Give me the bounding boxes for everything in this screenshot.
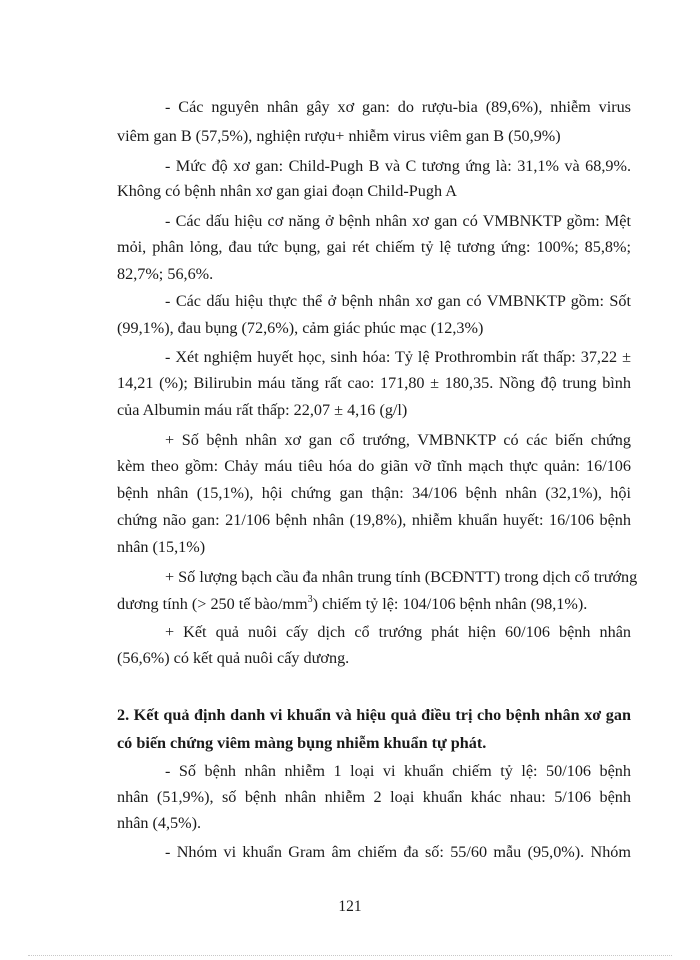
text-line: - Xét nghiệm huyết học, sinh hóa: Tỷ lệ Prothrombin rất thấp: 37,22 ± [165,348,631,366]
text-line: - Nhóm vi khuẩn Gram âm chiếm đa số: 55/60 mẫu (95,0%). Nhóm [165,843,631,861]
text-line: kèm theo gồm: Chảy máu tiêu hóa do giãn vỡ tĩnh mạch thực quản: 16/106 [117,457,631,475]
text-line: Không có bệnh nhân xơ gan giai đoạn Child-Pugh A [117,182,457,200]
text-line: + Kết quả nuôi cấy dịch cổ trướng phát hiện 60/106 bệnh nhân [165,623,631,641]
text-line: (56,6%) có kết quả nuôi cấy dương. [117,649,350,667]
text-line: bệnh nhân (15,1%), hội chứng gan thận: 34/106 bệnh nhân (32,1%), hội [117,484,631,502]
section-heading: có biến chứng viêm màng bụng nhiễm khuẩn tự phát. [117,734,487,752]
text-line-part: ) chiếm tỷ lệ: 104/106 bệnh nhân (98,1%). [312,595,588,613]
text-line: - Các nguyên nhân gây xơ gan: do rượu-bia (89,6%), nhiễm virus [165,98,631,116]
text-line: (99,1%), đau bụng (72,6%), cảm giác phúc mạc (12,3%) [117,319,484,337]
text-line: + Số lượng bạch cầu đa nhân trung tính (BCĐNTT) trong dịch cổ trướng [165,568,638,586]
text-line: của Albumin máu rất thấp: 22,07 ± 4,16 (g/l) [117,401,408,419]
page-number: 121 [338,898,362,915]
superscript: 3 [307,593,313,605]
text-line: chứng não gan: 21/106 bệnh nhân (19,8%), nhiễm khuẩn huyết: 16/106 bệnh [117,511,631,529]
text-line: nhân (4,5%). [117,814,202,832]
text-line: - Các dấu hiệu thực thể ở bệnh nhân xơ gan có VMBNKTP gồm: Sốt [165,292,631,310]
text-line: - Các dấu hiệu cơ năng ở bệnh nhân xơ gan có VMBNKTP gồm: Mệt [165,212,631,230]
text-line: nhân (15,1%) [117,538,206,556]
text-line: viêm gan B (57,5%), nghiện rượu+ nhiễm virus viêm gan B (50,9%) [117,127,561,145]
text-line: 82,7%; 56,6%. [117,265,214,283]
text-line: mỏi, phân lỏng, đau tức bụng, gai rét chiếm tỷ lệ tương ứng: 100%; 85,8%; [117,238,631,256]
page-divider [28,955,672,956]
section-heading: 2. Kết quả định danh vi khuẩn và hiệu quả điều trị cho bệnh nhân xơ gan [117,706,631,724]
text-line [117,594,631,614]
text-line: - Mức độ xơ gan: Child-Pugh B và C tương ứng là: 31,1% và 68,9%. [165,157,631,175]
text-line: nhân (51,9%), số bệnh nhân nhiễm 2 loại khuẩn khác nhau: 5/106 bệnh [117,788,631,806]
text-line: 14,21 (%); Bilirubin máu tăng rất cao: 171,80 ± 180,35. Nồng độ trung bình [117,374,631,392]
text-line: - Số bệnh nhân nhiễm 1 loại vi khuẩn chiếm tỷ lệ: 50/106 bệnh [165,762,631,780]
text-line: + Số bệnh nhân xơ gan cổ trướng, VMBNKTP có các biến chứng [165,431,631,449]
text-line-part: dương tính (> 250 tế bào/mm [117,595,308,613]
